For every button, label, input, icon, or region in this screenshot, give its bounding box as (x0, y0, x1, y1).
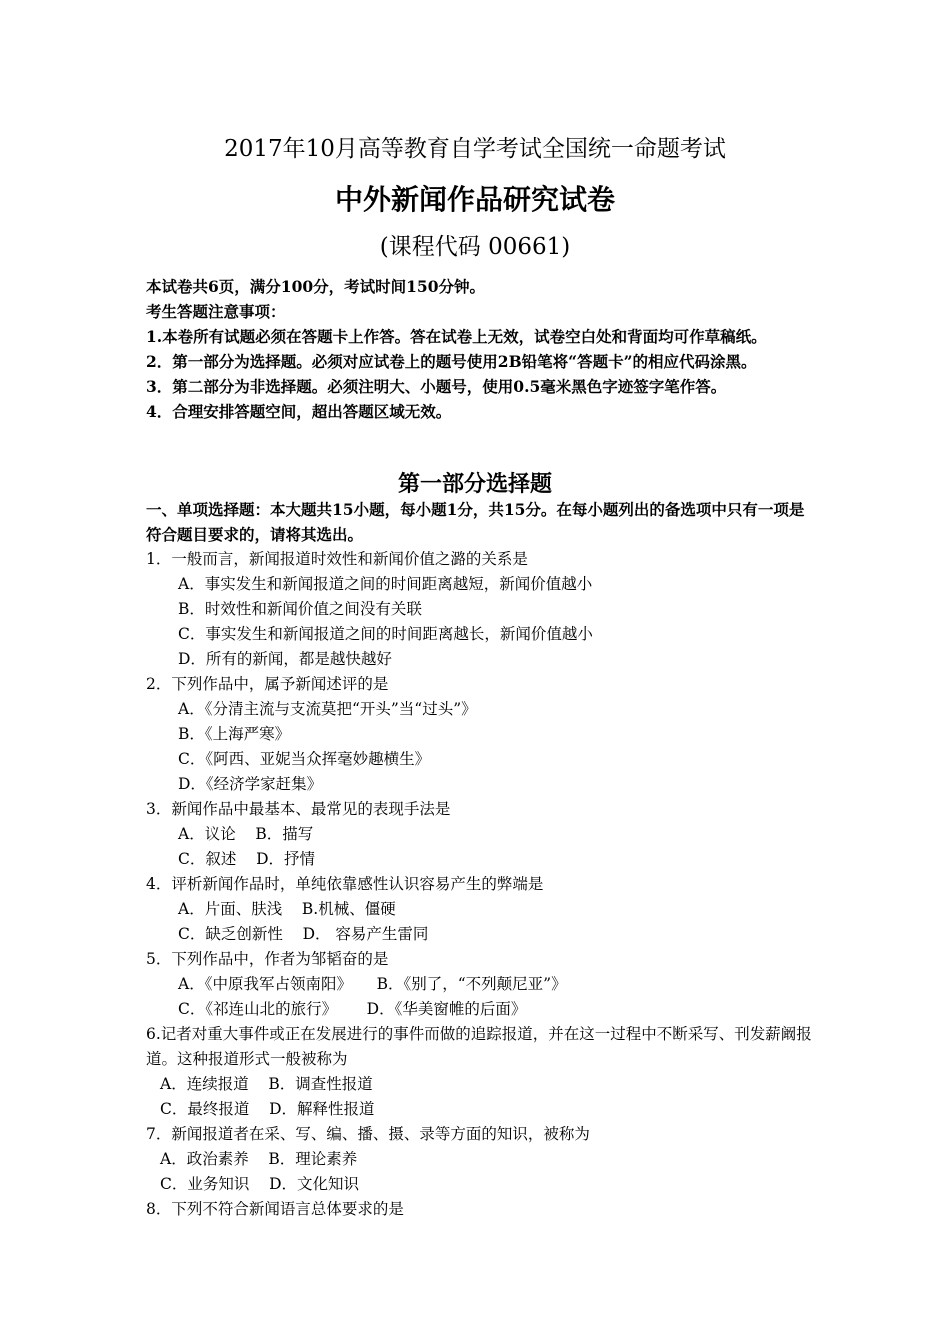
option-line: B．《上海严寒》 (178, 725, 291, 743)
course-code: (课程代码 00661) (379, 234, 571, 260)
option-line: D．所有的新闻，都是越快越好 (178, 650, 392, 668)
question-item (146, 872, 816, 947)
option-line: A．《分清主流与支流莫把“开头”当“过头”》 (178, 700, 477, 718)
notice-item: 2．第一部分为选择题。必须对应试卷上的题号使用2B铅笔将“答题卡”的相应代码涂黑。 (146, 352, 757, 371)
option-line: C．最终报道 D．解释性报道 (160, 1100, 375, 1118)
question-stem: 3．新闻作品中最基本、最常见的表现手法是 (146, 800, 451, 818)
question-item (146, 1022, 816, 1122)
section-instruction: 一、单项选择题：本大题共15小题，每小题1分，共15分。在每小题列出的备选项中只有一项是符合题目要求的，请将其选出。 (146, 500, 805, 544)
question-stem: 8．下列不符合新闻语言总体要求的是 (146, 1200, 404, 1218)
option-line: A．政治素养 B．理论素养 (160, 1150, 358, 1168)
option-line: C．事实发生和新闻报道之间的时间距离越长，新闻价值越小 (178, 625, 593, 643)
exam-notice (146, 274, 816, 424)
question-item (146, 947, 816, 1022)
question-item (146, 1122, 816, 1197)
option-line: A．片面、肤浅 B.机械、僵硬 (178, 900, 396, 918)
question-stem: 6.记者对重大事件或正在发展进行的事件而做的追踪报道，并在这一过程中不断采写、刊发薪阚报道。这种报道形式一般被称为 (146, 1025, 812, 1068)
option-line: C．《祁连山北的旅行》 D．《华美窗帷的后面》 (178, 1000, 527, 1018)
question-stem: 4．评析新闻作品时，单纯依靠感性认识容易产生的弊端是 (146, 875, 544, 893)
question-item (146, 547, 816, 672)
notice-item: 1.本卷所有试题必须在答题卡上作答。答在试卷上无效，试卷空白处和背面均可作草稿纸。 (146, 327, 767, 346)
exam-title: 2017年10月高等教育自学考试全国统一命题考试 (224, 136, 726, 162)
notice-item: 4．合理安排答题空间，超出答题区域无效。 (146, 402, 452, 421)
option-line: C．缺乏创新性 D． 容易产生雷同 (178, 925, 429, 943)
question-stem: 1．一般而言，新闻报道时效性和新闻价值之潞的关系是 (146, 550, 528, 568)
question-stem: 5．下列作品中，作者为邹韬奋的是 (146, 950, 389, 968)
question-item (146, 797, 816, 872)
option-line: A．事实发生和新闻报道之间的时间距离越短，新闻价值越小 (178, 575, 593, 593)
notice-item: 3．第二部分为非选择题。必须注明大、小题号，使用0.5毫米黑色字迹签字笔作答。 (146, 377, 727, 396)
option-line: B．时效性和新闻价值之间没有关联 (178, 600, 422, 618)
question-item (146, 1197, 816, 1222)
option-line: A．《中原我军占领南阳》 B．《别了，“不列颠尼亚”》 (178, 975, 567, 993)
option-line: C．叙述 D．抒情 (178, 850, 315, 868)
question-list (146, 547, 816, 1222)
question-stem: 2．下列作品中，属予新闻述评的是 (146, 675, 389, 693)
question-stem: 7．新闻报道者在采、写、编、播、摄、录等方面的知识，被称为 (146, 1125, 590, 1143)
paper-title: 中外新闻作品研究试卷 (334, 183, 615, 216)
option-line: D．《经济学家赶集》 (178, 775, 323, 793)
option-line: C．《阿西、亚妮当众挥毫妙趣横生》 (178, 750, 431, 768)
part-one-title: 第一部分选择题 (397, 471, 552, 497)
option-line: A．议论 B．描写 (178, 825, 314, 843)
option-line: A．连续报道 B．调查性报道 (160, 1075, 373, 1093)
notice-summary: 本试卷共6页，满分100分，考试时间150分钟。 (146, 277, 485, 296)
notice-heading: 考生答题注意事项： (146, 302, 286, 321)
option-line: C．业务知识 D．文化知识 (160, 1175, 359, 1193)
question-item (146, 672, 816, 797)
